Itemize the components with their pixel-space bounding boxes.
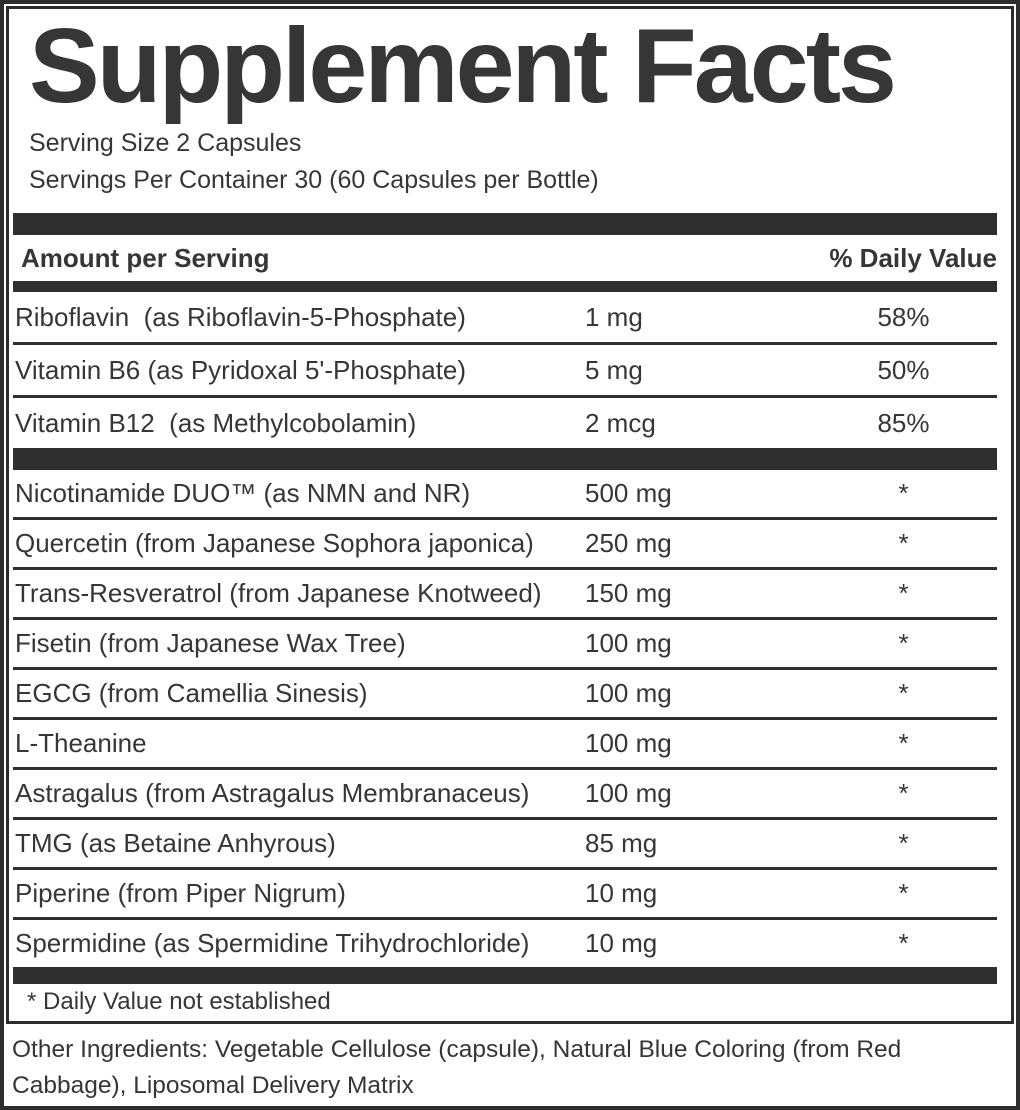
ingredient-amount: 2 mcg — [585, 407, 656, 438]
ingredient-name: Nicotinamide DUO™ (as NMN and NR) — [15, 477, 471, 508]
ingredient-daily-value: * — [898, 577, 909, 608]
ingredient-name: Vitamin B12 (as Methylcobolamin) — [15, 407, 417, 438]
page-title: Supplement Facts — [29, 7, 894, 125]
ingredient-name: Piperine (from Piper Nigrum) — [15, 877, 346, 908]
ingredient-daily-value: * — [898, 627, 909, 658]
ingredient-name: TMG (as Betaine Anhyrous) — [15, 827, 336, 858]
ingredient-amount: 100 mg — [585, 727, 672, 758]
ingredient-daily-value: * — [898, 927, 909, 958]
serving-size: Serving Size 2 Capsules — [29, 129, 302, 158]
table-row — [13, 567, 997, 617]
ingredient-name: L-Theanine — [15, 727, 147, 758]
table-row — [13, 717, 997, 767]
ingredient-amount: 1 mg — [585, 301, 643, 332]
daily-value-label: % Daily Value — [829, 242, 997, 273]
ingredient-daily-value: * — [898, 477, 909, 508]
ingredient-amount: 100 mg — [585, 777, 672, 808]
ingredient-amount: 5 mg — [585, 354, 643, 385]
ingredient-daily-value: * — [898, 827, 909, 858]
ingredient-daily-value: * — [898, 727, 909, 758]
ingredient-daily-value: 58% — [877, 301, 930, 332]
ingredient-daily-value: * — [898, 677, 909, 708]
ingredient-name: EGCG (from Camellia Sinesis) — [15, 677, 368, 708]
table-row — [13, 517, 997, 567]
table-row — [13, 667, 997, 717]
ingredient-amount: 100 mg — [585, 677, 672, 708]
table-row — [13, 917, 997, 967]
table-row — [13, 470, 997, 517]
ingredient-daily-value: 85% — [877, 407, 930, 438]
ingredient-amount: 500 mg — [585, 477, 672, 508]
ingredient-amount: 150 mg — [585, 577, 672, 608]
ingredient-daily-value: * — [898, 527, 909, 558]
servings-per-container: Servings Per Container 30 (60 Capsules per Bottle) — [29, 166, 599, 195]
table-header — [13, 235, 997, 281]
table-row — [13, 292, 997, 342]
ingredient-amount: 85 mg — [585, 827, 658, 858]
ingredient-name: Vitamin B6 (as Pyridoxal 5'-Phosphate) — [15, 354, 467, 385]
ingredient-daily-value: * — [898, 777, 909, 808]
divider-bar-section — [13, 448, 997, 469]
ingredient-name: Spermidine (as Spermidine Trihydrochloride) — [15, 927, 530, 958]
table-row — [13, 617, 997, 667]
ingredient-amount: 10 mg — [585, 877, 658, 908]
ingredient-name: Fisetin (from Japanese Wax Tree) — [15, 627, 406, 658]
table-row — [13, 395, 997, 448]
table-row — [13, 342, 997, 395]
ingredient-daily-value: 50% — [877, 354, 930, 385]
ingredient-name: Quercetin (from Japanese Sophora japonica) — [15, 527, 534, 558]
ingredient-daily-value: * — [898, 877, 909, 908]
ingredient-name: Trans-Resveratrol (from Japanese Knotweed) — [15, 577, 542, 608]
ingredient-amount: 250 mg — [585, 527, 672, 558]
ingredient-name: Riboflavin (as Riboflavin-5-Phosphate) — [15, 301, 466, 332]
ingredient-name: Astragalus (from Astragalus Membranaceus) — [15, 777, 530, 808]
divider-bar-footer — [13, 967, 997, 984]
table-row — [13, 817, 997, 867]
facts-panel — [6, 6, 1014, 1024]
other-ingredients: Other Ingredients: Vegetable Cellulose (capsule), Natural Blue Coloring (from Red Cabbage), Liposomal Delivery Matrix — [12, 1036, 902, 1099]
divider-bar-header — [13, 281, 997, 292]
table-row — [13, 867, 997, 917]
serving-info — [29, 125, 997, 199]
blend-rows-section — [13, 470, 997, 967]
ingredient-amount: 10 mg — [585, 927, 658, 958]
daily-value-footnote: * Daily Value not established — [27, 988, 331, 1016]
vitamin-rows-section — [13, 292, 997, 448]
table-row — [13, 767, 997, 817]
ingredient-amount: 100 mg — [585, 627, 672, 658]
divider-bar-top — [13, 213, 997, 235]
amount-per-serving-label: Amount per Serving — [21, 242, 270, 273]
